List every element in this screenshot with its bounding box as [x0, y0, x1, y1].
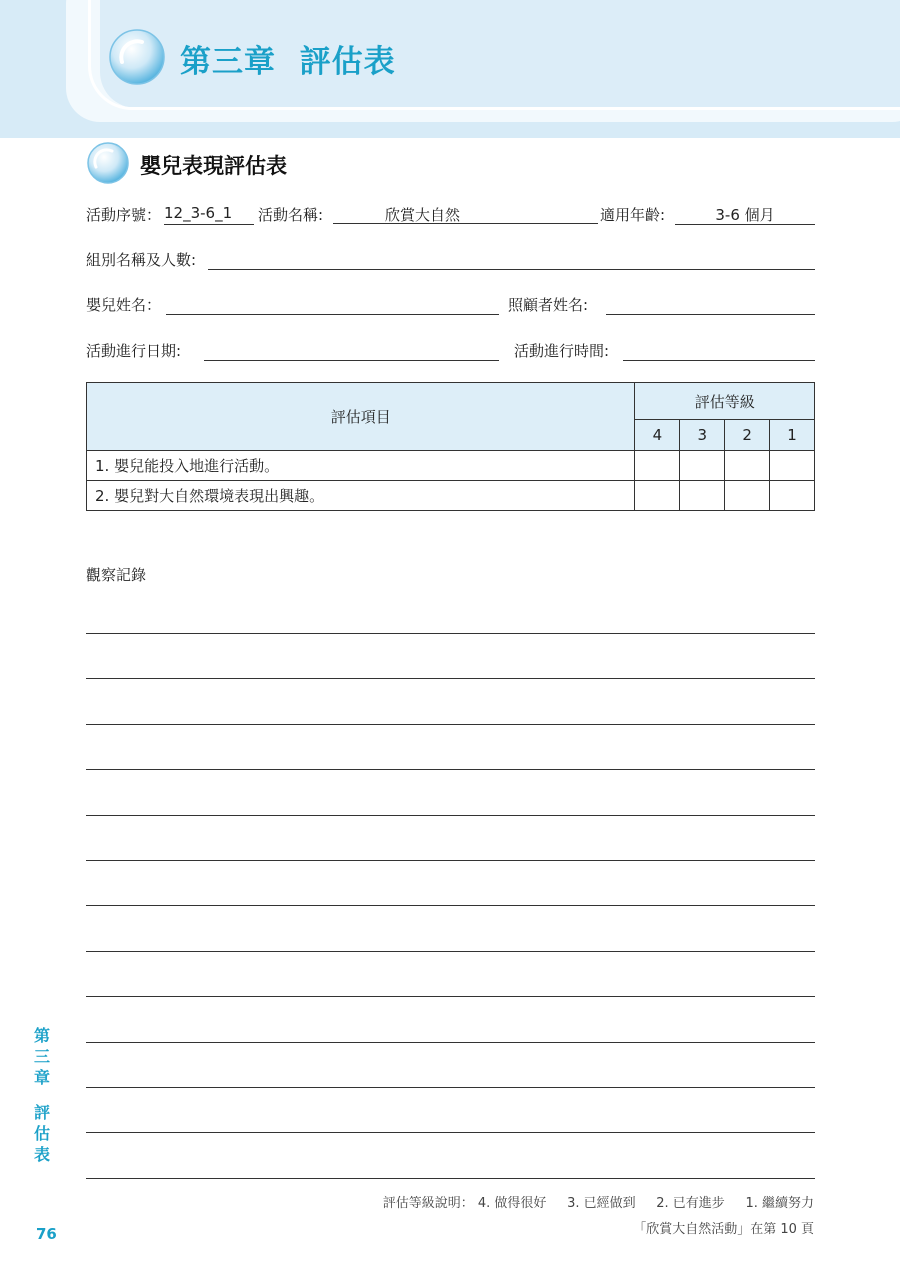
activity-no-field[interactable]: 12_3-6_1 — [164, 204, 254, 225]
bubble-small-icon — [86, 141, 130, 185]
item-label: 2. 嬰兒對大自然環境表現出興趣。 — [87, 481, 635, 511]
observation-line[interactable] — [86, 996, 815, 997]
side-tab — [30, 1025, 54, 1165]
carer-name-label: 照顧者姓名: — [508, 296, 589, 314]
grade-4: 4 — [635, 420, 680, 451]
grade-cell[interactable] — [680, 451, 725, 481]
observation-line[interactable] — [86, 1042, 815, 1043]
observation-line[interactable] — [86, 1178, 815, 1179]
side-tab-title: 評 估 表 — [33, 1103, 50, 1164]
form-row-group — [86, 249, 815, 273]
grade-cell[interactable] — [725, 451, 770, 481]
observation-line[interactable] — [86, 678, 815, 679]
activity-no-label: 活動序號： — [86, 206, 162, 224]
side-tab-chapter: 第 三 章 — [33, 1026, 50, 1087]
observation-line[interactable] — [86, 905, 815, 906]
table-row — [87, 451, 815, 481]
activity-name-field[interactable]: 欣賞大自然 — [333, 204, 598, 224]
grade-1: 1 — [770, 420, 815, 451]
grade-cell[interactable] — [770, 451, 815, 481]
child-name-label: 嬰兒姓名： — [86, 296, 162, 314]
grade-2: 2 — [725, 420, 770, 451]
observation-line[interactable] — [86, 633, 815, 634]
section-title: 嬰兒表現評估表 — [140, 154, 287, 178]
grade-3: 3 — [680, 420, 725, 451]
grade-cell[interactable] — [680, 481, 725, 511]
time-field[interactable] — [623, 340, 815, 361]
item-label: 1. 嬰兒能投入地進行活動。 — [87, 451, 635, 481]
observation-line[interactable] — [86, 860, 815, 861]
bubble-icon — [108, 28, 166, 86]
form-row-datetime — [86, 340, 815, 364]
grade-legend: 評估等級說明： 4. 做得很好 3. 已經做到 2. 已有進步 1. 繼續努力 — [382, 1196, 814, 1211]
observation-line[interactable] — [86, 951, 815, 952]
grade-header: 評估等級 — [635, 383, 815, 420]
table-header-row — [87, 383, 815, 420]
evaluation-table — [86, 382, 815, 511]
observation-title: 觀察記錄 — [86, 566, 147, 584]
item-header: 評估項目 — [87, 383, 635, 451]
form-row-activity — [86, 204, 815, 228]
group-label: 組別名稱及人數: — [86, 251, 197, 269]
grade-cell[interactable] — [635, 451, 680, 481]
form-row-names — [86, 294, 815, 318]
group-field[interactable] — [208, 249, 815, 270]
table-row — [87, 481, 815, 511]
observation-line[interactable] — [86, 724, 815, 725]
grade-cell[interactable] — [770, 481, 815, 511]
observation-line[interactable] — [86, 815, 815, 816]
page-reference: 「欣賞大自然活動」在第 10 頁 — [633, 1222, 814, 1237]
date-field[interactable] — [204, 340, 499, 361]
grade-cell[interactable] — [725, 481, 770, 511]
age-label: 適用年齡: — [600, 206, 666, 224]
chapter-title: 第三章 評估表 — [180, 44, 396, 80]
date-label: 活動進行日期: — [86, 342, 182, 360]
child-name-field[interactable] — [166, 294, 499, 315]
observation-line[interactable] — [86, 1132, 815, 1133]
page-number: 76 — [36, 1225, 57, 1243]
age-field[interactable]: 3-6 個月 — [675, 204, 815, 225]
time-label: 活動進行時間: — [514, 342, 610, 360]
activity-name-label: 活動名稱: — [258, 206, 324, 224]
observation-line[interactable] — [86, 769, 815, 770]
grade-cell[interactable] — [635, 481, 680, 511]
carer-name-field[interactable] — [606, 294, 815, 315]
observation-line[interactable] — [86, 1087, 815, 1088]
